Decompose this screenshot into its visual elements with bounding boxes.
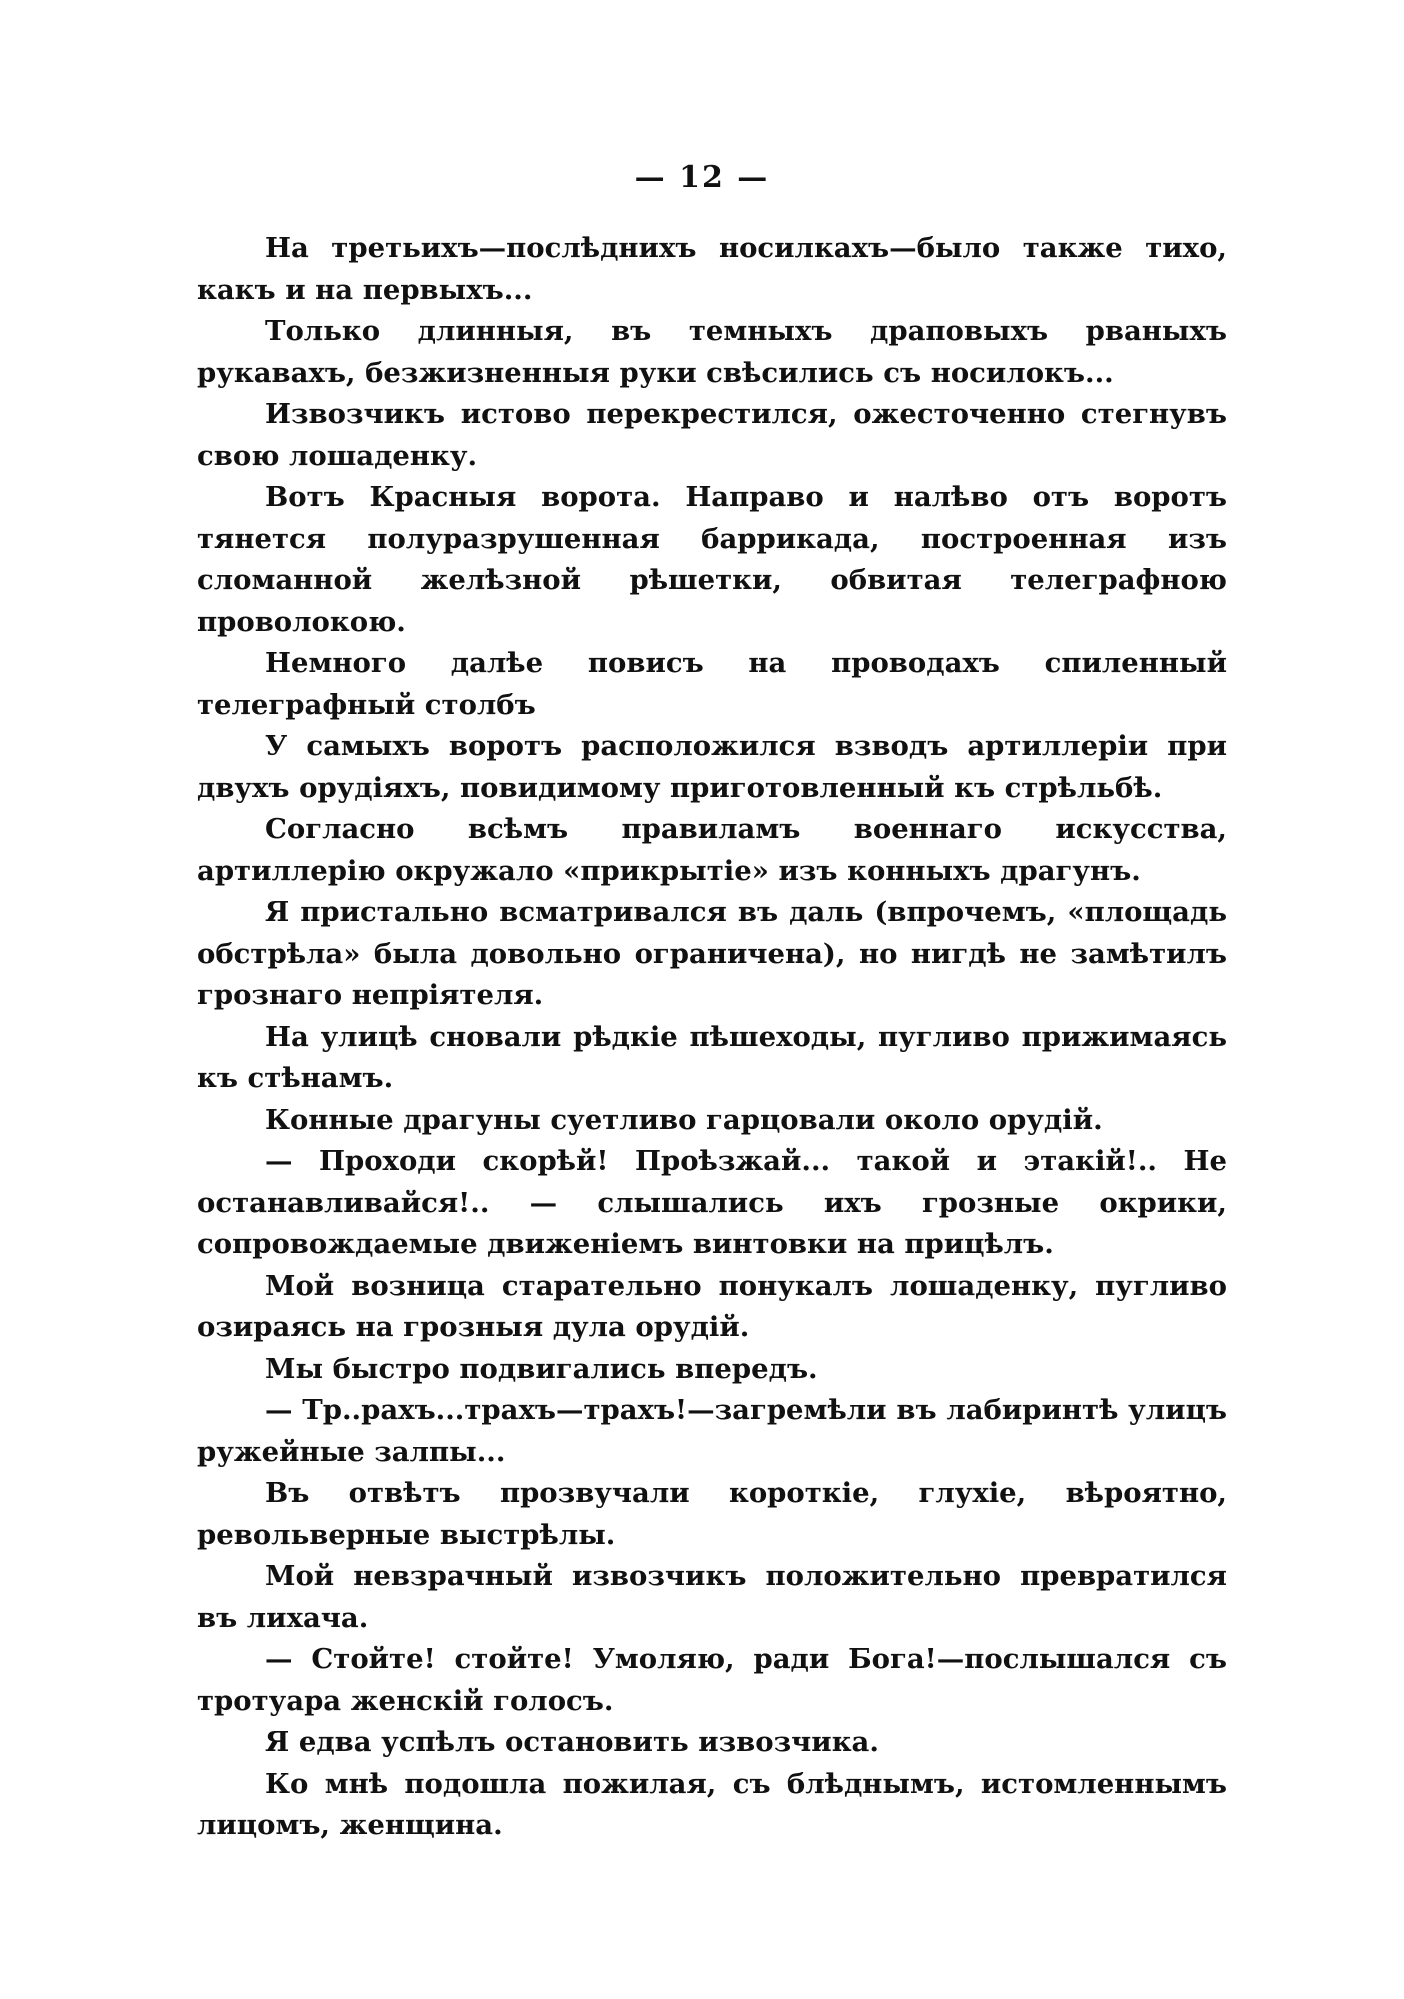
paragraph: Согласно всѣмъ правиламъ военнаго искусства, артиллерію окружало «прикрытіе» изъ конныхъ драгунъ. xyxy=(197,813,1227,887)
paragraph: Вотъ Красныя ворота. Направо и налѣво отъ воротъ тянется полуразрушенная баррикада, построенная изъ сломанной желѣзной рѣшетки, обвитая телеграфною проволокою. xyxy=(197,481,1227,638)
paragraph: Я едва успѣлъ остановить извозчика. xyxy=(265,1726,879,1758)
paragraph: — Проходи скорѣй! Проѣзжай... такой и этакій!.. Не останавливайся!.. — слышались ихъ грозные окрики, сопровождаемые движеніемъ винтовки на прицѣлъ. xyxy=(197,1145,1227,1260)
paragraph: Мой возница старательно понукалъ лошаденку, пугливо озираясь на грозныя дула орудій. xyxy=(197,1269,1227,1343)
paragraph: Только длинныя, въ темныхъ драповыхъ рваныхъ рукавахъ, безжизненныя руки свѣсились съ носилокъ... xyxy=(197,315,1227,389)
paragraph: Извозчикъ истово перекрестился, ожесточенно стегнувъ свою лошаденку. xyxy=(197,398,1227,472)
paragraph: Конные драгуны суетливо гарцовали около орудій. xyxy=(265,1103,1103,1136)
body-text xyxy=(197,228,1227,1847)
paragraph: На улицѣ сновали рѣдкіе пѣшеходы, пугливо прижимаясь къ стѣнамъ. xyxy=(197,1020,1227,1094)
paragraph: Въ отвѣтъ прозвучали короткіе, глухіе, вѣроятно, револьверные выстрѣлы. xyxy=(197,1477,1227,1551)
paragraph: Я пристально всматривался въ даль (впрочемъ, «площадь обстрѣла» была довольно ограничена), но нигдѣ не замѣтилъ грознаго непріятеля. xyxy=(197,896,1227,1011)
paragraph: Немного далѣе повисъ на проводахъ спиленный телеграфный столбъ xyxy=(197,647,1227,721)
paragraph: Мой невзрачный извозчикъ положительно превратился въ лихача. xyxy=(197,1560,1227,1634)
paragraph: У самыхъ воротъ расположился взводъ артиллеріи при двухъ орудіяхъ, повидимому приготовленный къ стрѣльбѣ. xyxy=(197,730,1227,804)
paragraph: Ко мнѣ подошла пожилая, съ блѣднымъ, истомленнымъ лицомъ, женщина. xyxy=(197,1767,1227,1841)
paragraph: На третьихъ—послѣднихъ носилкахъ—было также тихо, какъ и на первыхъ... xyxy=(197,232,1227,306)
page-number: — 12 — xyxy=(634,160,770,195)
paragraph: Мы быстро подвигались впередъ. xyxy=(265,1352,818,1385)
paragraph: — Стойте! стойте! Умоляю, ради Бога!—послышался съ тротуара женскій голосъ. xyxy=(197,1643,1227,1717)
paragraph: — Тр..рахъ...трахъ—трахъ!—загремѣли въ лабиринтѣ улицъ ружейные залпы... xyxy=(197,1394,1227,1468)
